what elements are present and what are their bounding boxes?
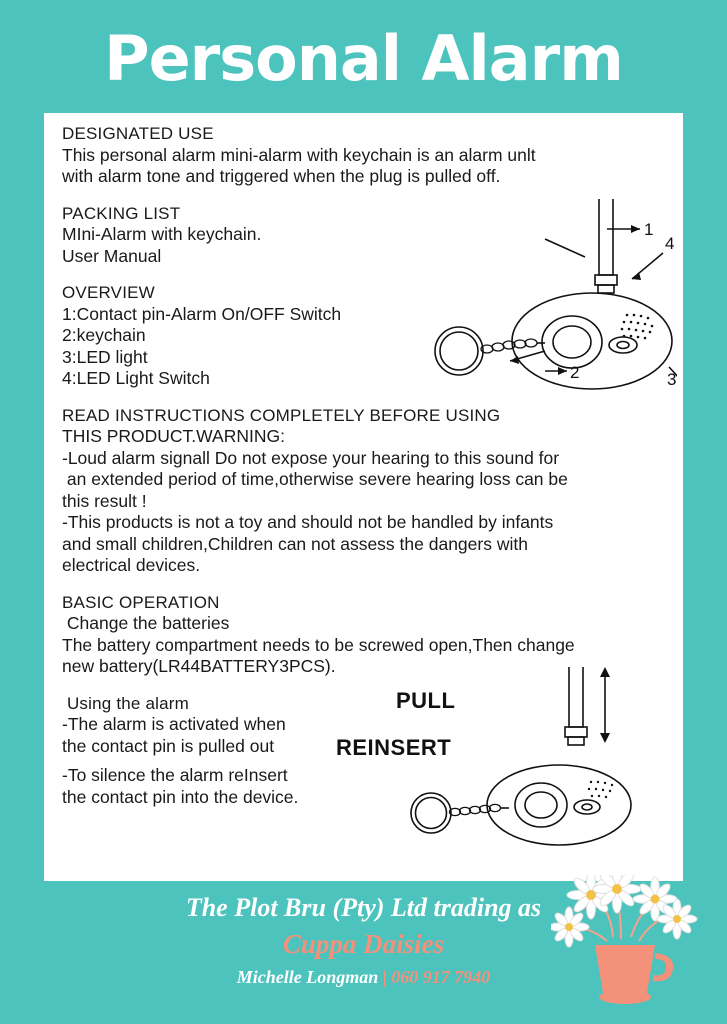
using-alarm-line-1: -The alarm is activated when bbox=[62, 714, 286, 734]
footer-separator: | bbox=[382, 967, 387, 987]
callout-4: 4 bbox=[665, 234, 675, 253]
footer-brand: Cuppa Daisies bbox=[282, 929, 445, 959]
footer-company: The Plot Bru (Pty) Ltd trading as bbox=[185, 893, 542, 922]
warning-line-1: THIS PRODUCT.WARNING: bbox=[62, 426, 285, 446]
overview-line-4: 4:LED Light Switch bbox=[62, 368, 210, 388]
section-heading-overview: OVERVIEW bbox=[62, 283, 155, 302]
basic-operation-line-1: Change the batteries bbox=[62, 613, 230, 633]
warning-line-6: and small children,Children can not assess the dangers with bbox=[62, 533, 528, 554]
section-heading-using-the-alarm: Using the alarm bbox=[62, 693, 189, 713]
section-heading-basic-operation: BASIC OPERATION bbox=[62, 592, 220, 612]
warning-line-2: -Loud alarm signall Do not expose your hearing to this sound for bbox=[62, 447, 560, 468]
label-pull: PULL bbox=[396, 688, 456, 713]
label-reinsert: REINSERT bbox=[336, 735, 452, 760]
overview-line-1: 1:Contact pin-Alarm On/OFF Switch bbox=[62, 303, 342, 324]
designated-use-line-2: with alarm tone and triggered when the plug is pulled off. bbox=[62, 166, 501, 186]
footer-phone: 060 917 7940 bbox=[391, 967, 491, 987]
using-alarm-line-5: the contact pin into the device. bbox=[62, 786, 299, 807]
manual-sheet bbox=[44, 113, 683, 881]
basic-operation-line-2: The battery compartment needs to be screwed open,Then change bbox=[62, 634, 575, 655]
spacer bbox=[62, 577, 669, 592]
warning-line-5: -This products is not a toy and should not be handled by infants bbox=[62, 512, 554, 532]
overview-line-2: 2:keychain bbox=[62, 325, 146, 345]
basic-operation-line-3: new battery(LR44BATTERY3PCS). bbox=[62, 656, 336, 676]
warning-line-4: this result ! bbox=[62, 490, 147, 511]
packing-list-line-2: User Manual bbox=[62, 245, 162, 266]
callout-2: 2 bbox=[570, 363, 580, 382]
packing-list-line-1: MIni-Alarm with keychain. bbox=[62, 224, 262, 244]
page-title: Personal Alarm bbox=[104, 22, 623, 95]
callout-3: 3 bbox=[667, 370, 677, 389]
overview-line-3: 3:LED light bbox=[62, 346, 148, 367]
callout-1: 1 bbox=[644, 220, 654, 239]
warning-line-7: electrical devices. bbox=[62, 555, 201, 575]
footer-contact-name: Michelle Longman bbox=[236, 967, 379, 987]
section-heading-read-instructions: READ INSTRUCTIONS COMPLETELY BEFORE USING bbox=[62, 405, 501, 425]
section-heading-designated-use: DESIGNATED USE bbox=[62, 124, 214, 143]
section-heading-packing-list: PACKING LIST bbox=[62, 203, 181, 223]
footer bbox=[0, 881, 727, 1024]
warning-line-3: an extended period of time,otherwise severe hearing loss can be bbox=[62, 469, 568, 489]
using-alarm-line-2: the contact pin is pulled out bbox=[62, 735, 275, 756]
alarm-device-diagram bbox=[427, 199, 677, 399]
daisies-in-cup-logo bbox=[551, 875, 701, 1005]
designated-use-line-1: This personal alarm mini-alarm with keychain is an alarm unlt bbox=[62, 144, 536, 165]
using-alarm-line-4: -To silence the alarm reInsert bbox=[62, 765, 288, 785]
